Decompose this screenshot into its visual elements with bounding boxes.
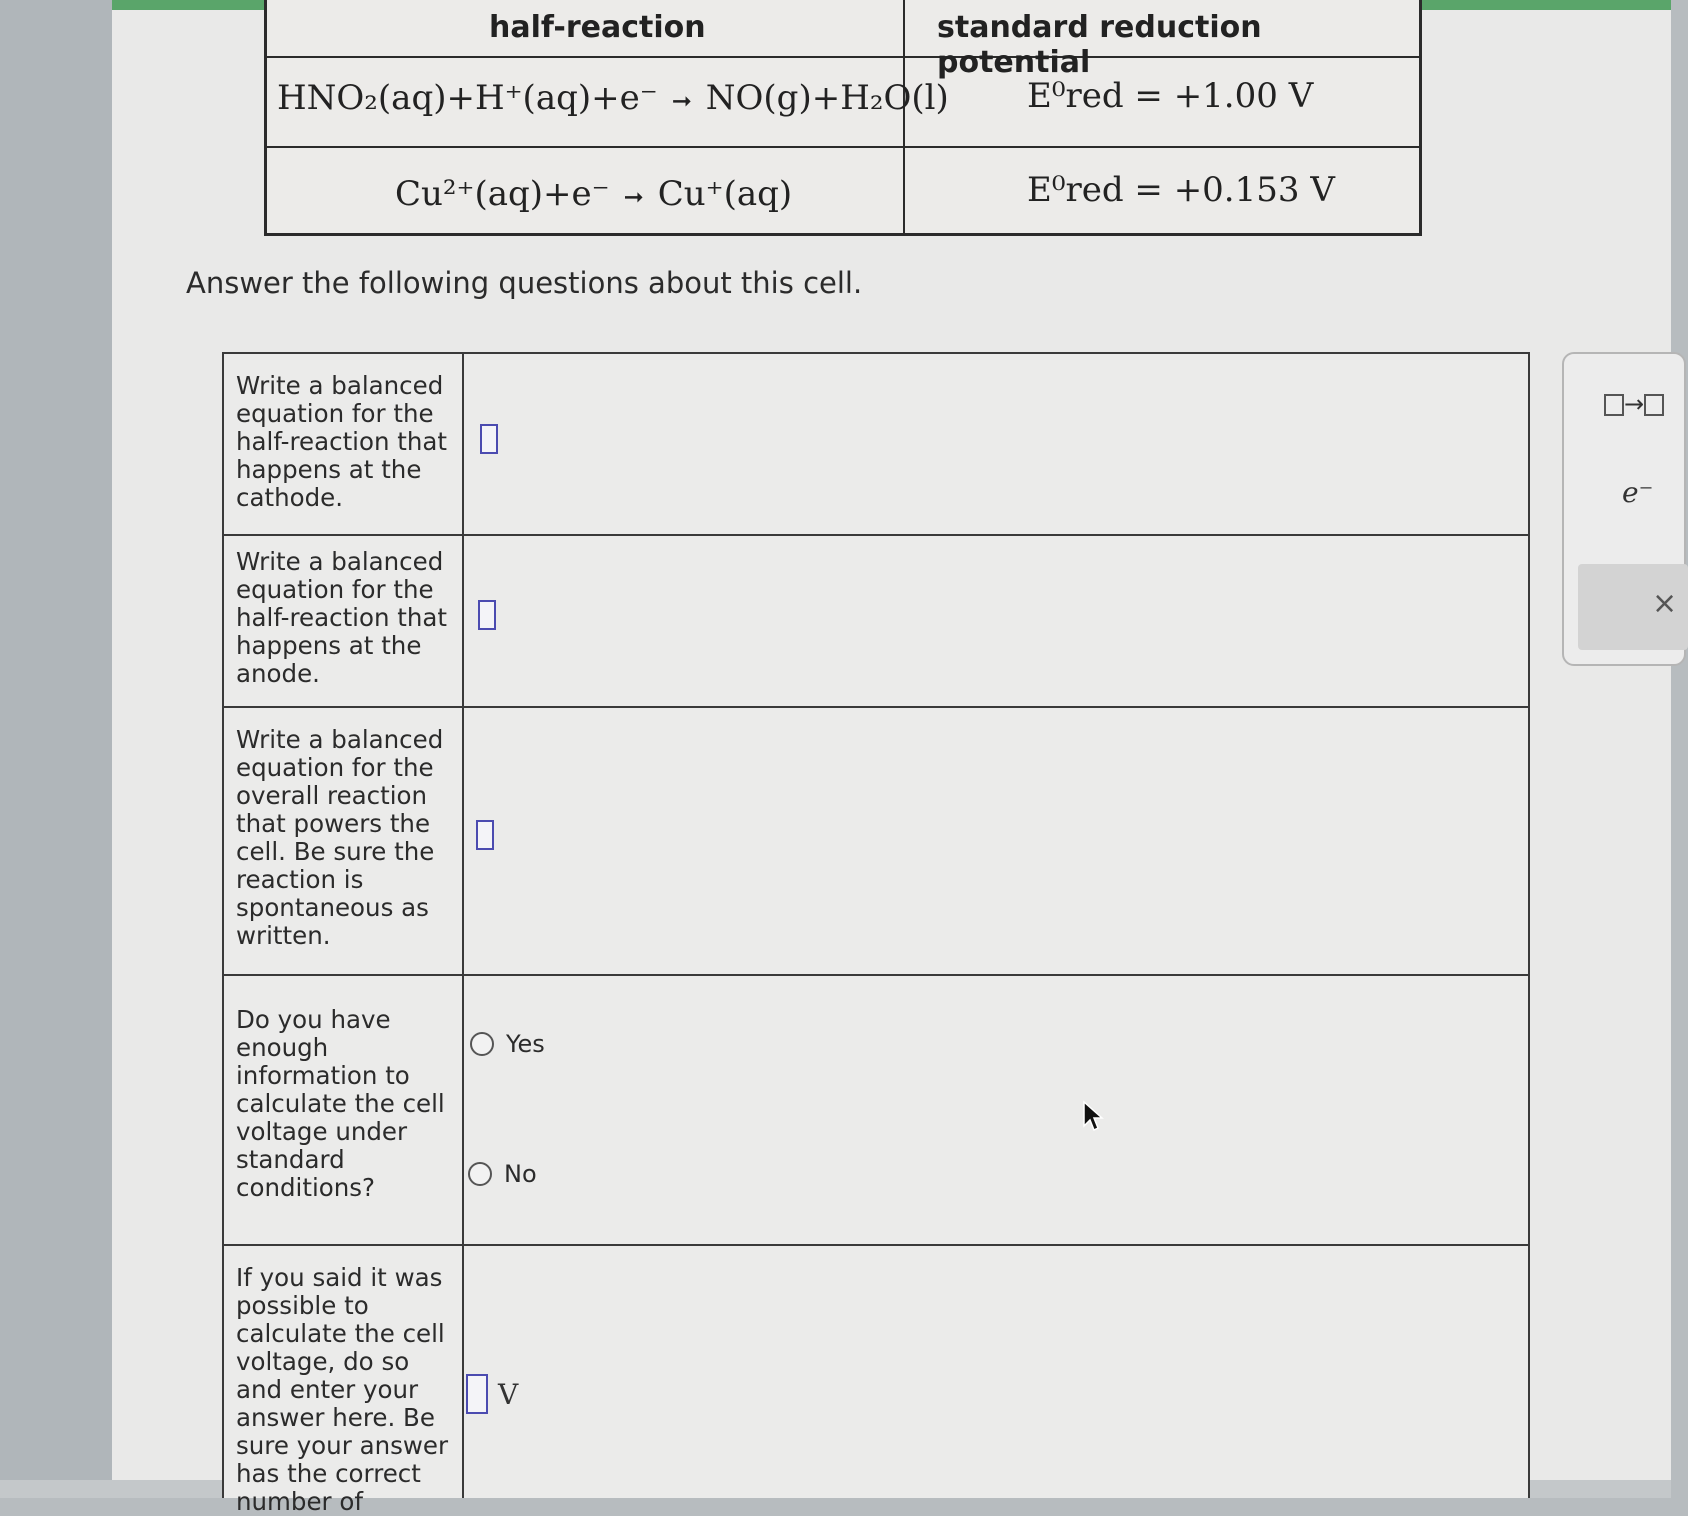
reaction-2-reactants: Cu²⁺(aq)+e⁻: [395, 174, 610, 214]
equation-tool-panel: [1562, 352, 1686, 666]
question-cell-voltage: If you said it was possible to calculate the cell voltage, do so and enter your answer here. Be sure your answer has the correct number of: [236, 1263, 449, 1516]
clear-x-icon[interactable]: ×: [1652, 586, 1678, 621]
box-icon: [1604, 394, 1624, 416]
potential-1: E⁰red = +1.00 V: [1027, 76, 1314, 116]
reaction-2-products: Cu⁺(aq): [657, 174, 793, 214]
radio-yes-label: Yes: [506, 1030, 545, 1058]
question-enough-information: Do you have enough information to calculate the cell voltage under standard conditions?: [236, 1005, 445, 1202]
question-anode: Write a balanced equation for the half-reaction that happens at the anode.: [236, 547, 448, 688]
question-table: [222, 352, 1530, 1516]
reaction-arrow-icon: ➞: [623, 183, 644, 211]
radio-no-label: No: [504, 1160, 537, 1188]
overall-reaction-answer-input[interactable]: [476, 820, 494, 850]
mouse-cursor-icon: [1082, 1100, 1104, 1132]
question-cathode: Write a balanced equation for the half-reaction that happens at the cathode.: [236, 371, 448, 512]
reduction-potential-table: [264, 0, 1422, 236]
row-divider: [224, 706, 1528, 708]
potential-2: E⁰red = +0.153 V: [1027, 170, 1335, 210]
reaction-1-reactants: HNO₂(aq)+H⁺(aq)+e⁻: [277, 78, 658, 118]
cathode-answer-input[interactable]: [480, 424, 498, 454]
half-reaction-2: [395, 174, 792, 214]
left-background: [0, 0, 112, 1498]
box-icon: [1644, 394, 1664, 416]
row-divider: [224, 534, 1528, 536]
header-standard-reduction-potential: standard reduction potential: [937, 10, 1262, 80]
reaction-arrow-button[interactable]: [1604, 390, 1664, 418]
electron-button[interactable]: e⁻: [1622, 476, 1654, 509]
radio-circle-icon[interactable]: [468, 1162, 492, 1186]
question-overall-reaction: Write a balanced equation for the overall reaction that powers the cell. Be sure the reaction is spontaneous as written.: [236, 725, 444, 950]
anode-answer-input[interactable]: [478, 600, 496, 630]
arrow-icon: →: [1624, 390, 1645, 418]
reaction-arrow-icon: ➞: [671, 87, 692, 115]
radio-yes[interactable]: [470, 1030, 545, 1058]
question-prompt: Answer the following questions about this cell.: [186, 266, 863, 300]
voltage-unit: V: [498, 1378, 519, 1411]
header-half-reaction: half-reaction: [489, 10, 706, 45]
half-reaction-1: [277, 78, 949, 118]
reaction-1-products: NO(g)+H₂O(l): [705, 78, 949, 118]
question-column-divider: [462, 354, 464, 1498]
table-row-divider: [267, 146, 1419, 148]
cell-voltage-input[interactable]: [466, 1374, 488, 1414]
row-divider: [224, 974, 1528, 976]
row-divider: [224, 1244, 1528, 1246]
radio-circle-icon[interactable]: [470, 1032, 494, 1056]
radio-no[interactable]: [468, 1160, 537, 1188]
